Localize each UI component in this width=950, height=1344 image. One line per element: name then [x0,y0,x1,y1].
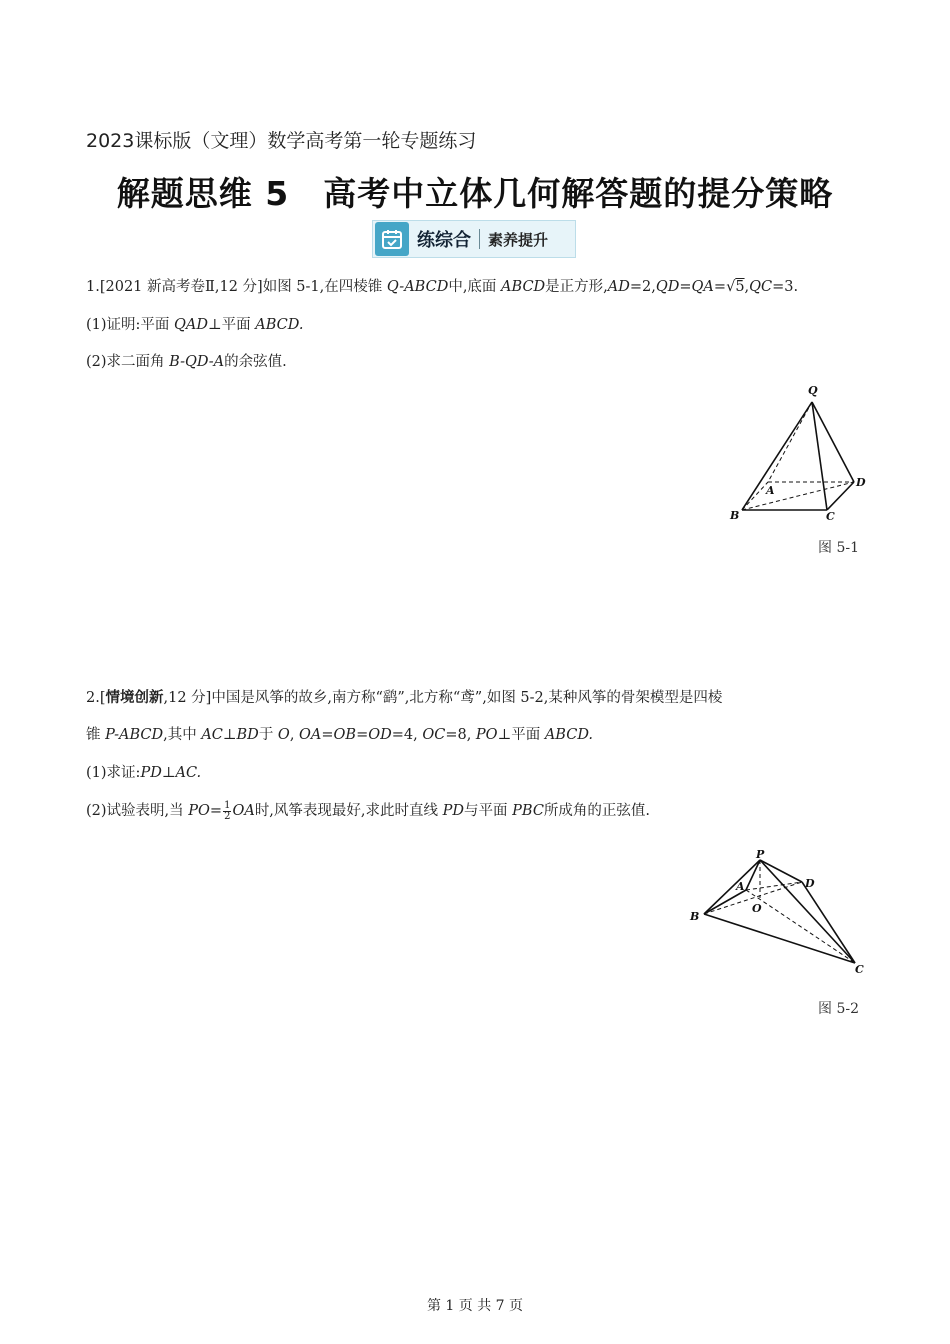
label-O: O [752,902,762,915]
q2-part2-oa: OA [232,803,255,819]
q2-part2-mid: 时,风筝表现最好,求此时直线 [254,803,443,819]
q1-text-b: 中,底面 [448,279,502,295]
q2-text-e: ⊥平面 [497,727,545,743]
q2-len-val: =4, [391,727,423,743]
q2-source-tag: 情境创新 [105,690,164,706]
q2-statement-line1 [86,686,722,707]
q2-o: O [277,727,290,743]
page-title: 解题思维 5 高考中立体几何解答题的提分策略 [116,174,834,213]
q2-part1 [86,761,201,782]
figure-5-2-caption: 图 5-2 [818,1001,859,1017]
q2-part2-mid2: 与平面 [464,803,513,819]
label-B: B [690,910,700,923]
edge-BA [742,482,768,510]
q2-source-open: [ [99,690,106,706]
figure-5-1 [720,378,880,528]
q1-number: 1. [86,279,100,295]
q1-source: [2021 新高考卷Ⅱ,12 分] [99,279,263,295]
q1-part1-plane2: ABCD. [255,317,304,333]
q1-part2-angle: B-QD-A [169,354,225,370]
edge-PA [746,860,760,890]
frac-den: 2 [224,810,231,822]
q1-part2-prefix: (2)求二面角 [86,354,170,370]
diag-BD [742,482,854,510]
sqrt-symbol: √ [726,279,736,295]
q1-qa: QA [691,279,714,295]
edge-QC [812,402,827,510]
label-C: C [826,510,835,523]
q2-bd: BD [236,727,259,743]
q1-qd: QD [655,279,680,295]
q2-plane: ABCD. [544,727,594,743]
q2-oc-val: =8, [445,727,476,743]
q1-comma: , [744,279,750,295]
q1-part1-mid: ⊥平面 [208,317,256,333]
q1-base: ABCD [501,279,546,295]
q2-part2-prefix: (2)试验表明,当 [86,803,189,819]
q1-text-c: 是正方形, [545,279,608,295]
q1-text-a: 如图 5-1,在四棱锥 [262,279,387,295]
fraction-one-half [223,801,231,822]
q2-part1-ac: AC. [175,765,202,781]
q2-po: PO [475,727,498,743]
q1-part1-plane1: QAD [174,317,209,333]
banner-sub-label: 素养提升 [488,230,549,249]
q1-part1 [86,313,304,334]
q2-statement-line2 [86,723,593,744]
section-banner [372,220,576,258]
q2-part2-suffix: 所成角的正弦值. [543,803,651,819]
label-A: A [766,484,775,497]
label-Q: Q [808,384,818,397]
label-C: C [855,963,864,976]
label-A: A [736,880,745,893]
q1-eq1: = [679,279,692,295]
q2-oc: OC [422,727,446,743]
q2-source-close: ,12 分] [163,690,212,706]
q2-part2-pbc: PBC [512,803,544,819]
q2-text-d: 于 [258,727,278,743]
edge-QA [768,402,812,482]
q2-part2-eq: = [209,803,223,819]
edge-CD [827,482,854,510]
label-D: D [856,476,866,489]
edge-AD [746,882,802,890]
calendar-check-icon [375,222,409,256]
q2-lengths: OA=OB=OD [299,727,392,743]
label-B: B [730,509,740,522]
diag-AC [746,890,855,963]
edge-DC [802,882,855,963]
edge-QB [742,402,812,510]
banner-divider [479,229,480,249]
q2-text-a: 中国是风筝的故乡,南方称“鹞”,北方称“鸢”,如图 5-2,某种风筝的骨架模型是四棱 [211,690,723,706]
q1-ad-val: =2, [629,279,656,295]
figure-5-2 [680,840,880,985]
q2-pyramid: P-ABCD [105,727,164,743]
label-P: P [756,848,765,861]
q1-part2 [86,350,287,371]
document-subtitle: 2023课标版（文理）数学高考第一轮专题练习 [86,130,477,152]
q2-comma1: , [289,727,300,743]
q2-text-c: ,其中 [163,727,202,743]
q1-pyramid: Q-ABCD [386,279,449,295]
banner-main-label: 练综合 [417,230,471,251]
page-footer: 第 1 页 共 7 页 [426,1298,524,1314]
q1-ad: AD [607,279,630,295]
q1-part1-prefix: (1)证明:平面 [86,317,175,333]
q2-number: 2. [86,690,100,706]
q2-part1-prefix: (1)求证: [86,765,141,781]
q1-qc-val: =3. [772,279,799,295]
q1-part2-suffix: 的余弦值. [224,354,287,370]
q1-statement [86,275,798,296]
q2-perp: ⊥ [222,727,237,743]
q2-text-b: 锥 [86,727,106,743]
q2-part1-perp: ⊥ [161,765,176,781]
q2-part2-pd: PD [442,803,465,819]
q2-ac: AC [201,727,223,743]
q1-sqrt-radicand: 5 [735,279,745,295]
q1-eq2: = [713,279,727,295]
label-D: D [805,877,815,890]
q2-part1-pd: PD [140,765,162,781]
frac-num: 1 [224,799,231,811]
q2-part2 [86,799,650,822]
figure-5-1-caption: 图 5-1 [818,540,859,556]
q2-part2-po: PO [188,803,210,819]
edge-PD [760,860,802,882]
q1-qc: QC [749,279,773,295]
